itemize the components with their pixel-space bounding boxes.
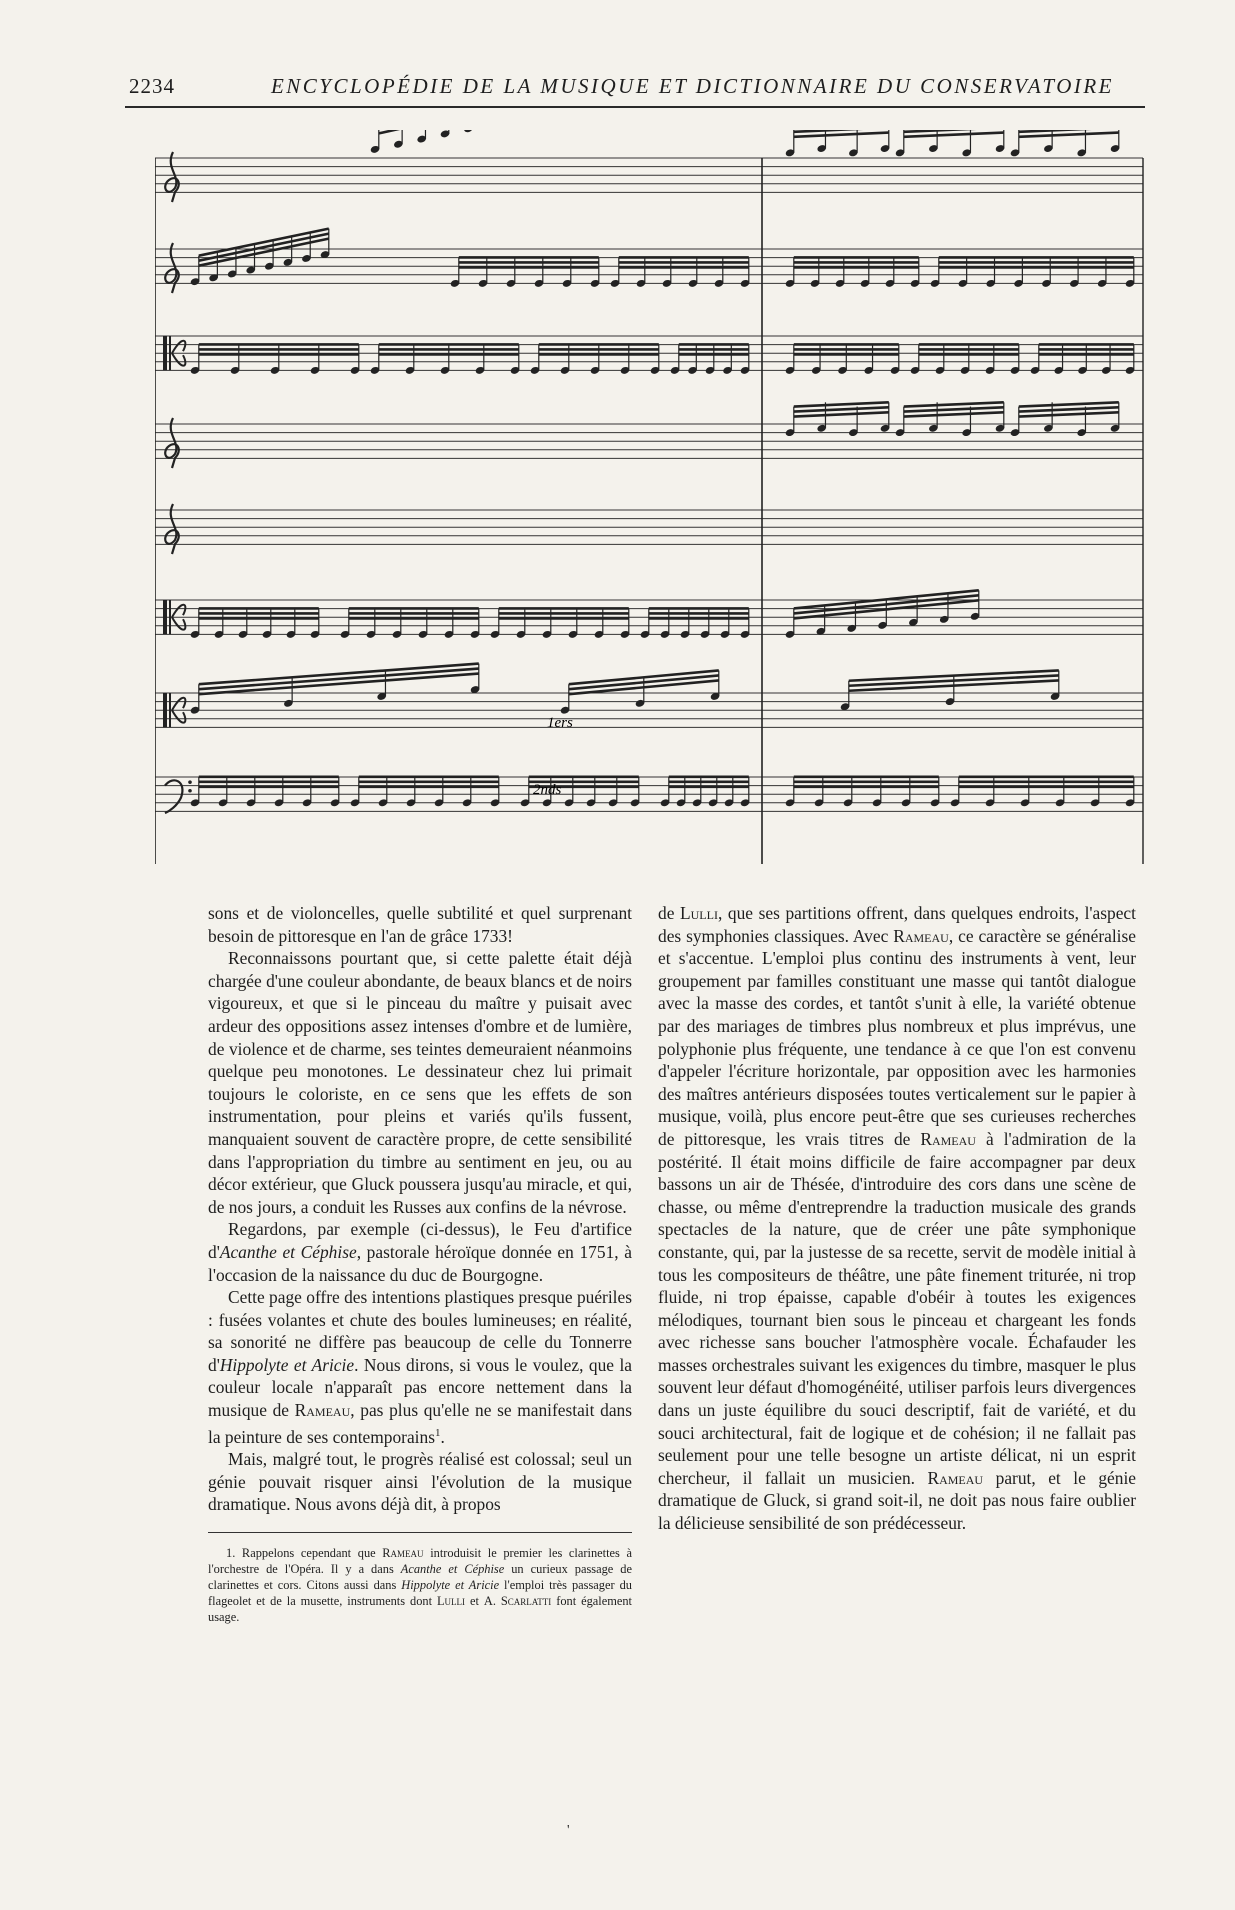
note-beam — [1019, 133, 1119, 137]
left-paragraph-2: Reconnaissons pourtant que, si cette palette était déjà chargée d'une couleur abondante, de beaux blancs et de noirs vigoureux, et que si le pinceau du maître y puisait avec ardeur des oppositions assez intenses d'ombre et de lumière, de violence et de charme, ses teintes demeuraient néanmoins quelque peu monotones. Le dessinateur chez lui primait toujours le coloriste, en ce sens que les effets de son instrumentation, pour pleins et variés qu'ils fussent, manquaient souvent de caractère propre, de cette sensibilité dans l'appropriation du timbre au sentiment en jeu, ou au décor extérieur, que Gluck poussera jusqu'au miracle, et qui, de nos jours, a conduit les Russes aux confins de la névrose. — [208, 948, 632, 1217]
score-staves — [155, 152, 1143, 813]
left-paragraph-3: Regardons, par exemple (ci-dessus), le Feu d'artifice d'Acanthe et Céphise, pastorale héroïque donnée en 1751, à l'occasion de la naissance du duc de Bourgogne. — [208, 1219, 632, 1285]
note-beam — [1019, 402, 1119, 406]
treble-clef-icon — [165, 152, 179, 202]
annotation-firsts: 1ers — [547, 715, 573, 731]
left-paragraph-5: Mais, malgré tout, le progrès réalisé est colossal; seul un génie pouvait risquer ainsi l'évolution de la musique dramatique. Nous avons déjà dit, à propos — [208, 1449, 632, 1515]
note-group — [895, 130, 1006, 157]
page-mark: ' — [567, 1823, 570, 1838]
note-beam — [199, 664, 479, 685]
alto-clef-icon — [169, 693, 171, 727]
composer-name: Rameau — [927, 1467, 984, 1488]
left-column — [208, 902, 632, 1625]
note-group — [785, 130, 891, 157]
footnote-ref: 1 — [434, 1426, 441, 1439]
bass-clef-dot — [188, 789, 192, 793]
note-beam — [794, 402, 889, 406]
work-title: Hippolyte et Aricie — [219, 1354, 355, 1375]
page-header — [125, 72, 1145, 108]
orchestral-score — [155, 130, 1145, 870]
work-title: Acanthe et Céphise — [219, 1241, 357, 1262]
staff — [155, 693, 1143, 727]
staff — [155, 504, 1143, 554]
annotation-seconds: 2nds — [533, 782, 562, 798]
note-beam — [1019, 412, 1119, 416]
score-notes — [190, 130, 1136, 807]
running-title: ENCYCLOPÉDIE DE LA MUSIQUE ET DICTIONNAIRE DU CONSERVATOIRE — [270, 74, 1115, 98]
note-beam — [199, 669, 479, 690]
note-group — [370, 130, 521, 154]
left-paragraph-4: Cette page offre des intentions plastiques presque puériles : fusées volantes et chute des boules lumineuses; en réalité, sa sonorité ne diffère pas beaucoup de celle du Tonnerre d'Hippolyte et Aricie. Nous dirons, si vous le voulez, que la couleur locale n'apparaît pas encore nettement dans la musique de Rameau, pas plus qu'elle ne se manifestait dans la peinture de ses contemporains$^1$. — [208, 1287, 633, 1447]
note-beam — [904, 412, 1004, 416]
alto-clef-icon — [163, 693, 167, 727]
right-column — [658, 902, 1136, 1535]
treble-clef-icon — [165, 418, 179, 468]
composer-name: Lulli — [680, 903, 718, 923]
composer-name: Rameau — [893, 925, 949, 946]
note-group — [190, 664, 481, 715]
left-paragraph-1: sons et de violoncelles, quelle subtilité et quel surprenant besoin de pittoresque en l'an de grâce 1733! — [208, 903, 632, 946]
note-beam — [794, 130, 889, 132]
composer-name: Rameau — [920, 1128, 976, 1149]
right-paragraph-1: de Lulli, que ses partitions offrent, dans quelques endroits, l'aspect des symphonies classiques. Avec Rameau, ce caractère se généralise et s'accentue. L'emploi plus continu des instruments à vent, leur groupement par familles constituant une masse qui tantôt dialogue avec la masse des cordes, et tantôt s'unit à elle, la variété obtenue par des mariages de timbres plus nombreux et plus imprévus, une polyphonie plus fréquente, une tendance à ce que l'on est convenu d'appeler l'écriture horizontale, par opposition avec les harmonies des maîtres antérieurs disposées toutes verticalement sur le papier à musique, voilà, plus encore peut-être que ses curieuses recherches de pittoresque, les vrais titres de Rameau à l'admiration de la postérité. Il était moins difficile de faire accompagner par deux bassons un air de Thésée, d'introduire des cors dans une scène de chasse, ou même d'entreprendre la traduction musicale des grands spectacles de la nature, que de créer une pâte symphonique constante, qui, par la justesse de sa recette, servit de modèle initial à tous les compositeurs de théâtre, une pâte finement triturée, ni trop fluide, ni trop épaisse, capable d'obéir à toutes les exigences mélodiques, tournant bien sous le pinceau et chargeant les fonds avec richesse sans boucher l'atmosphère vocale. Échafauder les masses orchestrales suivant les exigences du timbre, masquer le plus souvent leur défaut d'homogénéité, utiliser parfois leurs divergences dans un juste équilibre du souci descriptif, fait de variété, et du souci architectural, fait de logique et de cohésion; il ne fallait pas seulement pour une telle besogne un artiste délicat, ni un esprit chercheur, il fallait un musicien. Rameau parut, et le génie dramatique de Gluck, si grand soit-il, ne doit pas nous faire oublier la délicieuse sensibilité de son prédécesseur. — [658, 903, 1136, 1534]
note-group — [785, 402, 891, 437]
note-beam — [904, 133, 1004, 137]
note-beam — [199, 674, 479, 695]
note-group — [895, 402, 1006, 437]
footnotes — [208, 1532, 632, 1625]
note-beam — [1019, 407, 1119, 411]
staff — [155, 418, 1143, 468]
note-beam — [904, 407, 1004, 411]
footnote-1: 1. Rappelons cependant que Rameau introduisit le premier les clarinettes à l'orchestre de l'Opéra. Il y a dans Acanthe et Céphise un curieux passage de clarinettes et cors. Citons aussi dans Hippolyte et Aricie l'emploi très passager du flageolet et de la musette, instruments dont Lulli et A. Scarlatti font également usage. — [208, 1545, 632, 1624]
note-group — [1010, 402, 1121, 437]
note-beam — [794, 407, 889, 411]
alto-clef-icon — [169, 600, 171, 634]
alto-clef-icon — [163, 600, 167, 634]
staff — [155, 152, 1143, 202]
note-beam — [1019, 130, 1119, 132]
note-group — [840, 670, 1061, 711]
note-beam — [794, 412, 889, 416]
treble-clef-icon — [165, 243, 179, 293]
note-group — [1010, 130, 1121, 157]
alto-clef-icon — [169, 336, 171, 370]
treble-clef-icon — [165, 504, 179, 554]
bass-clef-dot — [188, 780, 192, 784]
notehead — [463, 130, 474, 133]
note-beam — [794, 133, 889, 137]
note-beam — [904, 130, 1004, 132]
alto-clef-icon — [163, 336, 167, 370]
note-group — [785, 590, 981, 639]
note-beam — [904, 402, 1004, 406]
page-number: 2234 — [129, 74, 175, 98]
composer-name: Rameau — [294, 1400, 351, 1421]
